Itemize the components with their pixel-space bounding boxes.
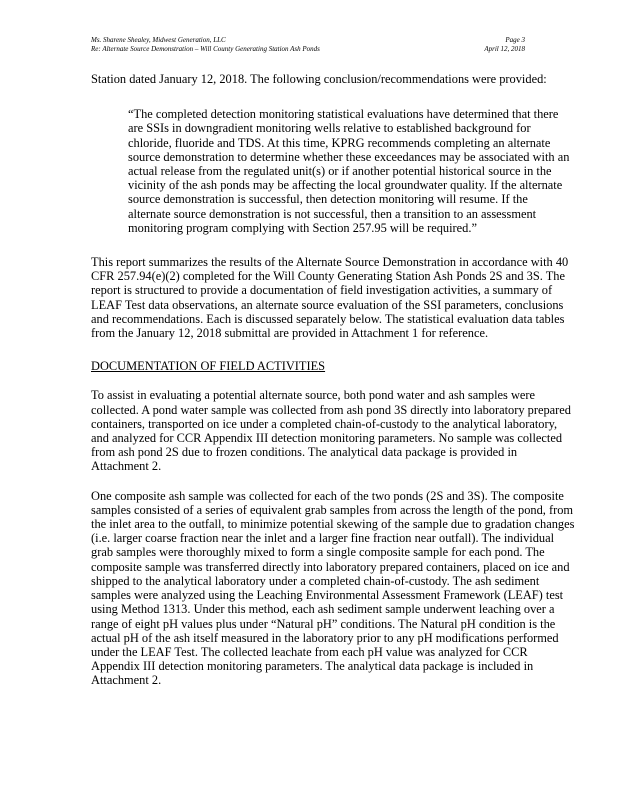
page-header-line-1 [91,36,525,45]
header-date: April 12, 2018 [484,45,525,53]
header-page-number: Page 3 [505,36,525,44]
header-subject: Re: Alternate Source Demonstration – Will County Generating Station Ash Ponds [91,45,320,53]
section-heading: DOCUMENTATION OF FIELD ACTIVITIES [91,359,326,374]
summary-paragraph: This report summarizes the results of the Alternate Source Demonstration in accordance with 40 CFR 257.94(e)(2) completed for the Will County Generating Station Ash Ponds 2S and 3S. The report is structured to provide a documentation of field investigation activities, a summary of LEAF Test data observations, an alternate source evaluation of the SSI parameters, conclusions and recommendations. Each is discussed separately below. The statistical evaluation data tables from the January 12, 2018 submittal are provided in Attachment 1 for reference. [91,255,569,341]
page-header-line-2 [91,45,525,54]
document-body [91,72,577,688]
intro-paragraph: Station dated January 12, 2018. The following conclusion/recommendations were provided: [91,72,547,86]
quoted-recommendations: “The completed detection monitoring statistical evaluations have determined that there are SSIs in downgradient monitoring wells relative to established background for chloride, fluoride and TDS. At this time, KPRG recommends completing an alternate source demonstration to determine whether these exceedances may be associated with an actual release from the regulated unit(s) or if another potential historical source in the vicinity of the ash ponds may be affecting the local groundwater quality. If the alternate source demonstration is successful, then detection monitoring will resume. If the alternate source demonstration is not successful, then a transition to an assessment monitoring program complying with Section 257.95 will be required.” [128,107,570,235]
header-recipient: Ms. Sharene Shealey, Midwest Generation, LLC [91,36,226,44]
ash-sample-paragraph: One composite ash sample was collected for each of the two ponds (2S and 3S). The composite samples consisted of a series of equivalent grab samples from across the length of the pond, from the inlet area to the outfall, to minimize potential skewing of the sample due to gradation changes (i.e. larger coarse fraction near the inlet and a larger fine fraction near outfall). The individual grab samples were thoroughly mixed to form a single composite sample for each pond. The composite sample was transferred directly into laboratory prepared containers, placed on ice and shipped to the analytical laboratory under a completed chain-of-custody. The ash sediment samples were analyzed using the Leaching Environmental Assessment Framework (LEAF) test using Method 1313. Under this method, each ash sediment sample underwent leaching over a range of eight pH values plus under “Natural pH” conditions. The Natural pH condition is the actual pH of the ash itself measured in the laboratory prior to any pH modifications performed under the LEAF Test. The collected leachate from each pH value was analyzed for CCR Appendix III detection monitoring parameters. The analytical data package is included in Attachment 2. [91,488,575,688]
field-activities-paragraph: To assist in evaluating a potential alternate source, both pond water and ash samples were collected. A pond water sample was collected from ash pond 3S directly into laboratory prepared containers, transported on ice under a completed chain-of-custody to the analytical laboratory, and analyzed for CCR Appendix III detection monitoring parameters. No sample was collected from ash pond 2S due to frozen conditions. The analytical data package is provided in Attachment 2. [91,388,571,474]
